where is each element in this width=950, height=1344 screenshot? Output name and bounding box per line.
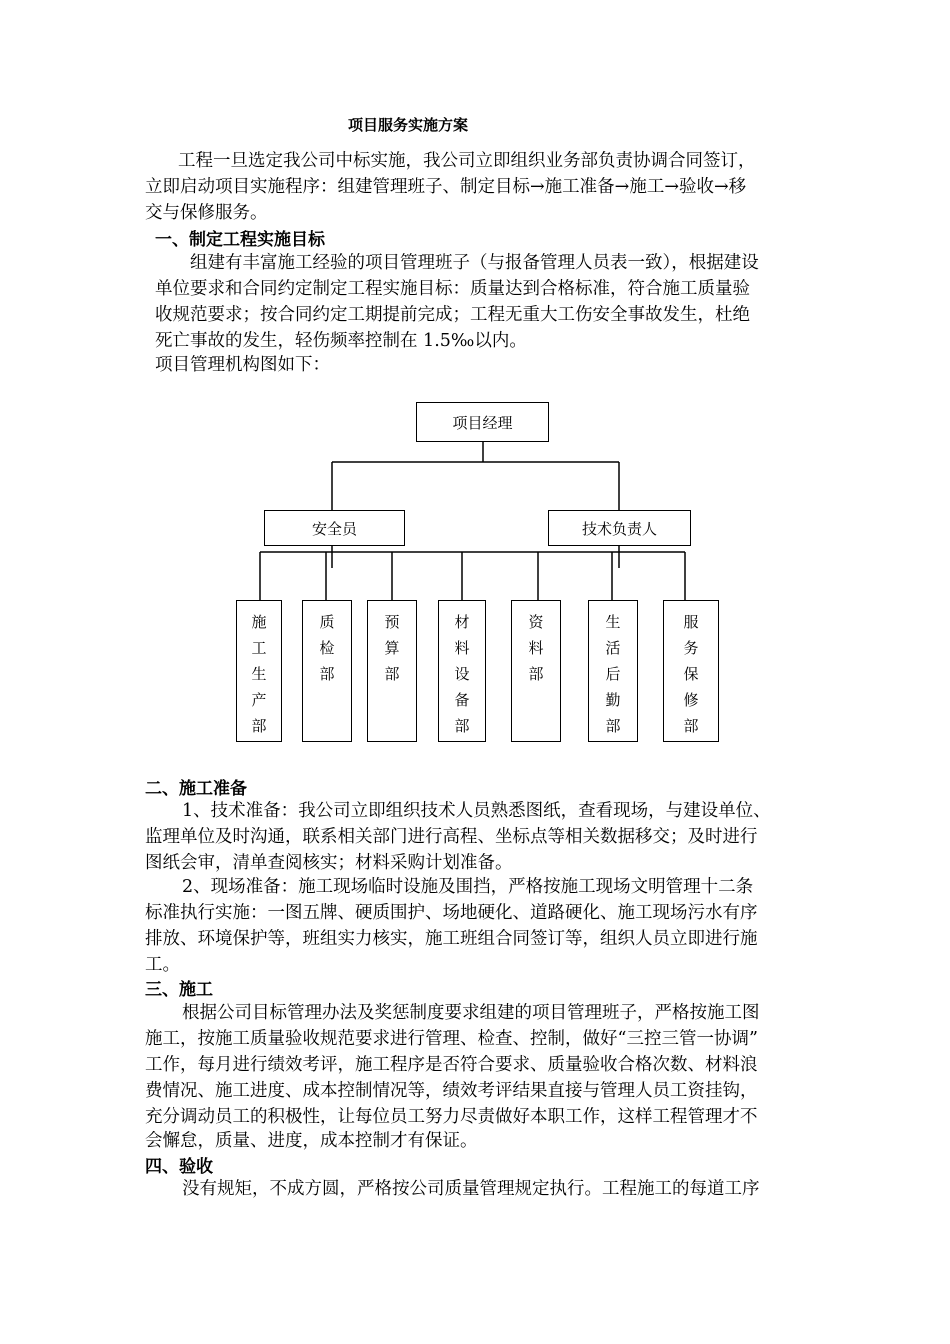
org-dept-materials: 材 料 设 备 部	[438, 600, 486, 742]
section-3-line-3: 工作，每月进行绩效考评，施工程序是否符合要求、质量验收合格次数、材料浪	[145, 1055, 758, 1075]
section-2-line-2: 监理单位及时沟通，联系相关部门进行高程、坐标点等相关数据移交；及时进行	[145, 827, 758, 847]
section-1-line-3: 收规范要求；按合同约定工期提前完成；工程无重大工伤安全事故发生，杜绝	[155, 305, 750, 325]
section-3-line-5: 充分调动员工的积极性，让每位员工努力尽责做好本职工作，这样工程管理才不	[145, 1107, 758, 1127]
section-2-line-6: 排放、环境保护等，班组实力核实，施工班组合同签订等，组织人员立即进行施	[145, 929, 758, 949]
org-dept-budget: 预 算 部	[367, 600, 417, 742]
org-dept-construction: 施 工 生 产 部	[236, 600, 282, 742]
section-2-line-5: 标准执行实施：一图五牌、硬质围护、场地硬化、道路硬化、施工现场污水有序	[145, 903, 758, 923]
section-3-line-1: 根据公司目标管理办法及奖惩制度要求组建的项目管理班子，严格按施工图	[182, 1003, 760, 1023]
org-dept-service-maintenance: 服 务 保 修 部	[663, 600, 719, 742]
section-2-line-4: 2、现场准备：施工现场临时设施及围挡，严格按施工现场文明管理十二条	[182, 877, 754, 897]
section-3-heading: 三、施工	[145, 980, 213, 1000]
intro-line-2: 立即启动项目实施程序：组建管理班子、制定目标→施工准备→施工→验收→移	[145, 177, 747, 197]
org-dept-quality: 质 检 部	[302, 600, 352, 742]
section-2-line-7: 工。	[145, 955, 180, 975]
intro-line-1: 工程一旦选定我公司中标实施，我公司立即组织业务部负责协调合同签订，	[178, 151, 756, 171]
section-3-line-4: 费情况、施工进度、成本控制情况等，绩效考评结果直接与管理人员工资挂钩，	[145, 1081, 758, 1101]
section-1-line-1: 组建有丰富施工经验的项目管理班子（与报备管理人员表一致），根据建设	[190, 253, 759, 273]
org-dept-documents: 资 料 部	[511, 600, 561, 742]
section-1-line-5: 项目管理机构图如下：	[155, 355, 330, 375]
section-1-line-2: 单位要求和合同约定制定工程实施目标：质量达到合格标准，符合施工质量验	[155, 279, 750, 299]
section-1-line-4: 死亡事故的发生，轻伤频率控制在 1.5‰以内。	[155, 331, 527, 351]
section-3-line-6: 会懈怠，质量、进度，成本控制才有保证。	[145, 1131, 478, 1151]
section-4-heading: 四、验收	[145, 1157, 213, 1177]
section-2-line-1: 1、技术准备：我公司立即组织技术人员熟悉图纸，查看现场，与建设单位、	[182, 801, 771, 821]
section-3-line-2: 施工，按施工质量验收规范要求进行管理、检查、控制，做好“三控三管一协调”	[145, 1029, 758, 1049]
org-node-technical-lead: 技术负责人	[548, 510, 691, 546]
page-title: 项目服务实施方案	[348, 116, 469, 134]
section-4-line-1: 没有规矩，不成方圆，严格按公司质量管理规定执行。工程施工的每道工序	[182, 1179, 760, 1199]
org-dept-logistics: 生 活 后 勤 部	[588, 600, 638, 742]
section-2-line-3: 图纸会审，清单查阅核实；材料采购计划准备。	[145, 853, 513, 873]
section-2-heading: 二、施工准备	[145, 779, 247, 799]
section-1-heading: 一、制定工程实施目标	[155, 230, 325, 250]
org-node-project-manager: 项目经理	[416, 402, 549, 442]
intro-line-3: 交与保修服务。	[145, 203, 268, 223]
org-node-safety-officer: 安全员	[264, 510, 405, 546]
